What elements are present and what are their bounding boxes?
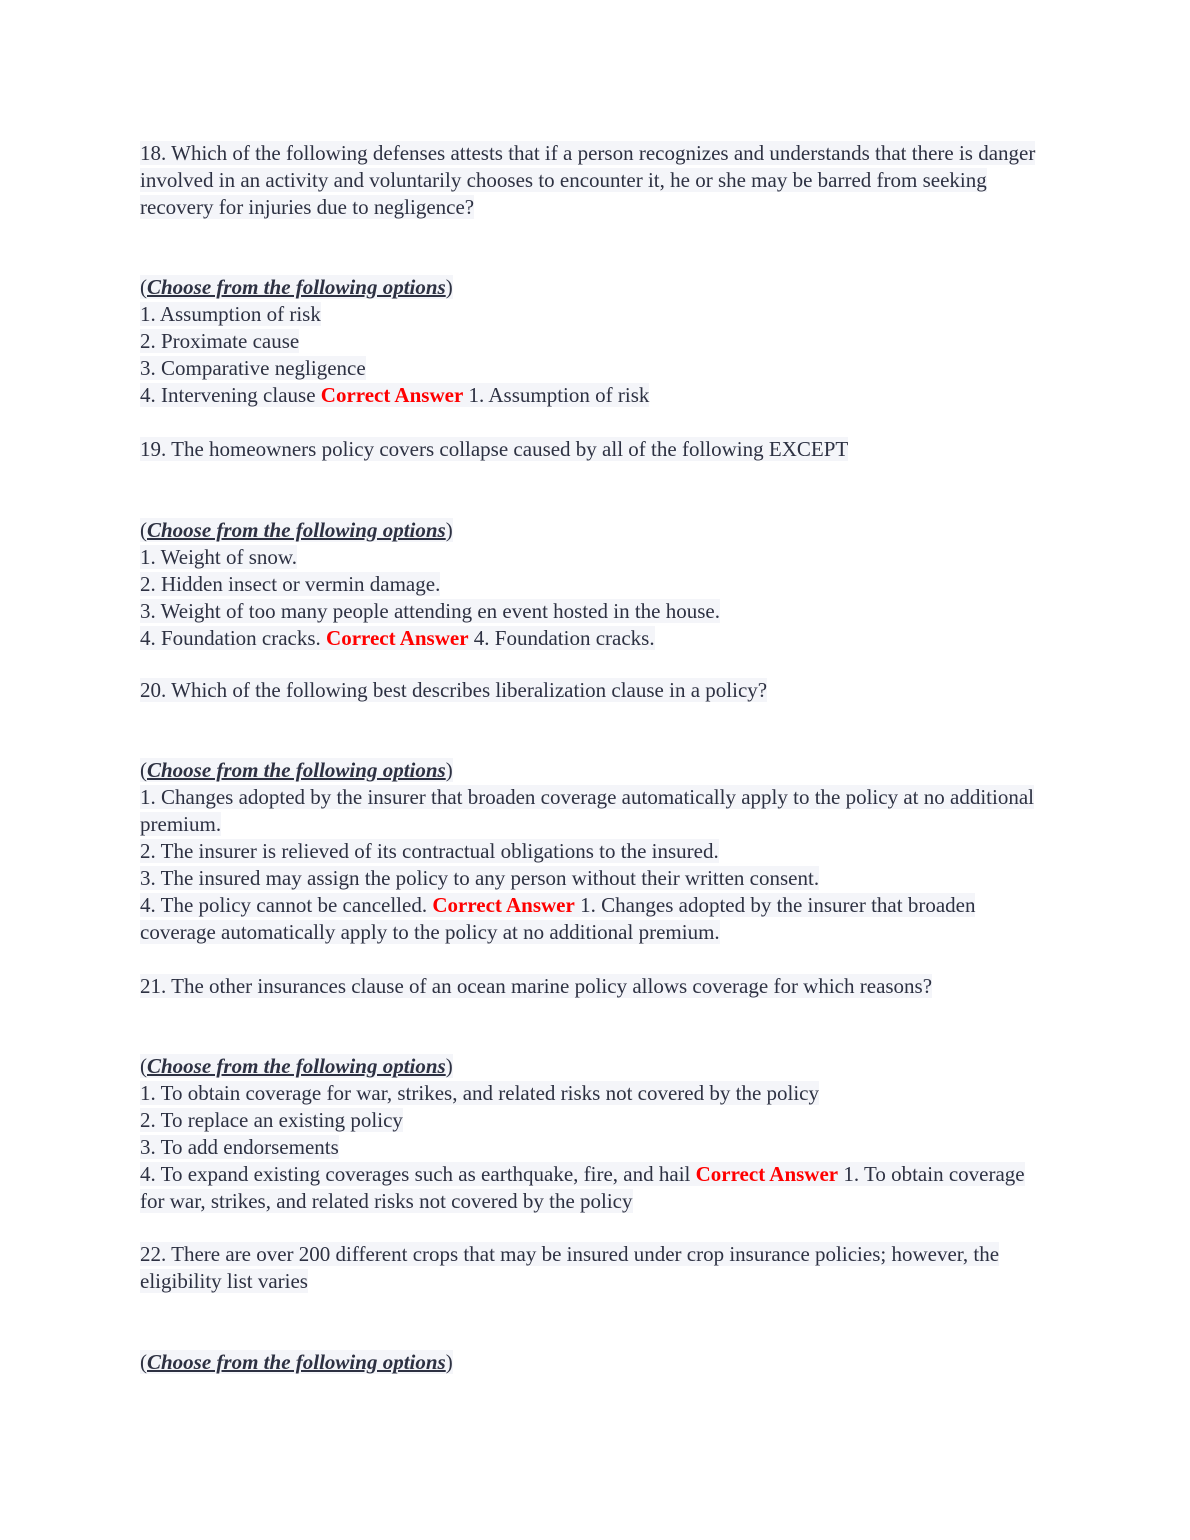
option: 2. Hidden insect or vermin damage. — [140, 572, 441, 596]
question-21: 21. The other insurances clause of an ocean marine policy allows coverage for which reasons? — [140, 974, 933, 998]
option: 3. To add endorsements — [140, 1135, 339, 1159]
correct-answer-label: Correct Answer — [695, 1162, 839, 1186]
answer: 1. To obtain coverage for war, strikes, and related risks not covered by the policy — [140, 1162, 1025, 1213]
options-19: (Choose from the following options) 1. Weight of snow. 2. Hidden insect or vermin damage. 3. Weight of too many people attending en event hosted in the house. 4. Foundation cracks. Correct Answer 4. Foundation cracks. — [140, 518, 720, 650]
option: 2. The insurer is relieved of its contractual obligations to the insured. — [140, 839, 719, 863]
question-22: 22. There are over 200 different crops that may be insured under crop insurance policies; however, the eligibility list varies — [140, 1242, 1000, 1293]
options-21: (Choose from the following options) 1. To obtain coverage for war, strikes, and related risks not covered by the policy 2. To replace an existing policy 3. To add endorsements 4. To expand existing coverages such as earthquake, fire, and hail Correct Answer 1. To obtain coverage for war, strikes, and related risks not covered by the policy — [140, 1054, 1025, 1213]
option: 1. Weight of snow. — [140, 545, 297, 569]
option: 1. Assumption of risk — [140, 302, 321, 326]
option: 1. To obtain coverage for war, strikes, and related risks not covered by the policy — [140, 1081, 820, 1105]
option: 3. Comparative negligence — [140, 356, 366, 380]
question-18: 18. Which of the following defenses attests that if a person recognizes and understands that there is danger involved in an activity and voluntarily chooses to encounter it, he or she may be barred from seeking recovery for injuries due to negligence? — [140, 141, 1036, 219]
correct-answer-label: Correct Answer — [320, 383, 464, 407]
option: 4. Intervening clause — [140, 383, 316, 407]
options-header: Choose from the following options — [147, 1054, 446, 1078]
option: 4. The policy cannot be cancelled. — [140, 893, 428, 917]
correct-answer-label: Correct Answer — [432, 893, 575, 917]
options-header: Choose from the following options — [147, 518, 446, 542]
options-22: (Choose from the following options) — [140, 1350, 453, 1374]
option: 4. To expand existing coverages such as earthquake, fire, and hail — [140, 1162, 691, 1186]
option: 2. Proximate cause — [140, 329, 300, 353]
options-header: Choose from the following options — [147, 1350, 446, 1374]
option: 1. Changes adopted by the insurer that broaden coverage automatically apply to the policy at no additional premium. — [140, 785, 1034, 836]
options-20: (Choose from the following options) 1. Changes adopted by the insurer that broaden coverage automatically apply to the policy at no additional premium. 2. The insurer is relieved of its contractual obligations to the insured. 3. The insured may assign the policy to any person without their written consent. 4. The policy cannot be cancelled. Correct Answer 1. Changes adopted by the insurer that broaden coverage automatically apply to the policy at no additional premium. — [140, 758, 1034, 944]
option: 3. The insured may assign the policy to any person without their written consent. — [140, 866, 820, 890]
option: 3. Weight of too many people attending en event hosted in the house. — [140, 599, 720, 623]
answer: 1. Assumption of risk — [468, 383, 650, 407]
question-20: 20. Which of the following best describes liberalization clause in a policy? — [140, 678, 768, 702]
options-header: Choose from the following options — [147, 275, 446, 299]
answer: 4. Foundation cracks. — [473, 626, 655, 650]
correct-answer-label: Correct Answer — [326, 626, 469, 650]
options-18: (Choose from the following options) 1. Assumption of risk 2. Proximate cause 3. Comparative negligence 4. Intervening clause Correct Answer 1. Assumption of risk — [140, 275, 650, 407]
question-19: 19. The homeowners policy covers collapse caused by all of the following EXCEPT — [140, 437, 849, 461]
answer: 1. Changes adopted by the insurer that broaden coverage automatically apply to the policy at no additional premium. — [140, 893, 976, 944]
option: 2. To replace an existing policy — [140, 1108, 403, 1132]
option: 4. Foundation cracks. — [140, 626, 321, 650]
options-header: Choose from the following options — [147, 758, 446, 782]
